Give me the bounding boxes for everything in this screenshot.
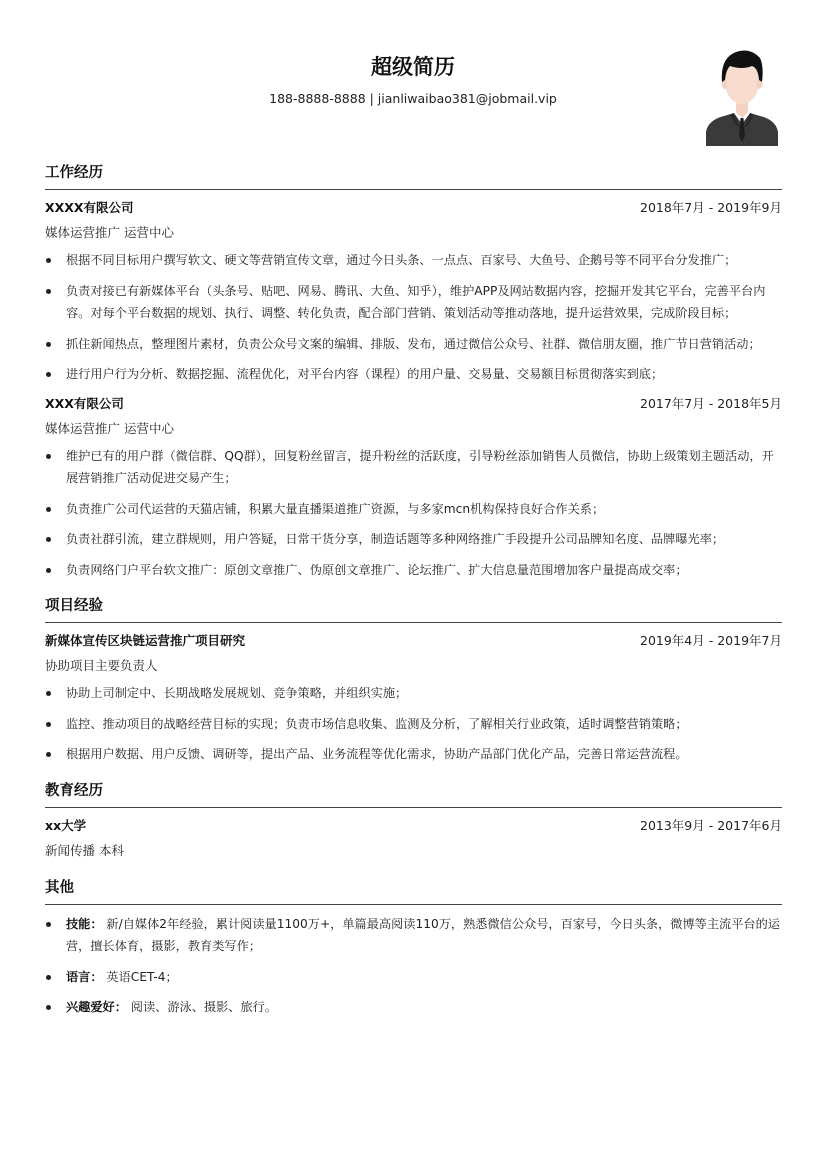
job-role: 媒体运营推广 运营中心 [45,225,174,240]
list-item: 负责推广公司代运营的天猫店铺，积累大量直播渠道推广资源，与多家mcn机构保持良好合作关系； [45,498,782,521]
major-degree: 新闻传播 本科 [45,842,124,858]
other-section-title: 其他 [45,871,782,905]
avatar [702,44,782,146]
bullet-dot-icon [46,342,51,347]
resume-content [45,156,782,1027]
bullet-dot-icon [46,372,51,377]
resume-name: 超级简历 [371,55,455,79]
list-item: 根据用户数据、用户反馈、调研等，提出产品、业务流程等优化需求，协助产品部门优化产品，完善日常运营流程。 [45,743,782,766]
project-section-title: 项目经验 [45,589,782,623]
duty-list [45,682,782,766]
language-label: 语言： [66,969,103,984]
bullet-dot-icon [46,691,51,696]
other-section [45,871,782,1019]
list-item: 协助上司制定中、长期战略发展规划、竞争策略，并组织实施； [45,682,782,705]
bullet-dot-icon [46,537,51,542]
contact-info: 188-8888-8888 | jianliwaibao381@jobmail.vip [269,91,557,106]
skill-label: 技能： [66,916,103,931]
list-item: 技能： 新/自媒体2年经验，累计阅读量1100万+，单篇最高阅读110万，熟悉微信公众号，百家号，今日头条，微博等主流平台的运营，擅长体育，摄影，教育类写作； [45,913,782,958]
company-name: XXX有限公司 [45,395,124,411]
education-entry [45,816,782,861]
list-item: 进行用户行为分析、数据挖掘、流程优化，对平台内容（课程）的用户量、交易量、交易额目标贯彻落实到底； [45,363,782,386]
work-entry [45,394,782,582]
bullet-dot-icon [46,722,51,727]
date-range: 2013年9月 - 2017年6月 [640,817,782,833]
bullet-dot-icon [46,975,51,980]
list-item: 兴趣爱好： 阅读、游泳、摄影、旅行。 [45,996,782,1019]
list-item: 抓住新闻热点，整理图片素材，负责公众号文案的编辑、排版、发布，通过微信公众号、社群、微信朋友圈，推广节日营销活动； [45,333,782,356]
company-name: XXXX有限公司 [45,200,134,215]
work-section-title: 工作经历 [45,156,782,190]
project-section [45,589,782,766]
list-item: 负责对接已有新媒体平台（头条号、贴吧、网易、腾讯、大鱼、知乎），维护APP及网站数据内容，挖掘开发其它平台，完善平台内容。对每个平台数据的规划、执行、调整、转化负责，配合部门营销、策划活动等推动落地，提升运营效果，完成阶段目标； [45,280,782,325]
education-section-title: 教育经历 [45,774,782,808]
list-item: 负责社群引流，建立群规则，用户答疑，日常干货分享，制造话题等多种网络推广手段提升公司品牌知名度、品牌曝光率； [45,528,782,551]
list-item: 维护已有的用户群（微信群、QQ群），回复粉丝留言，提升粉丝的活跃度，引导粉丝添加销售人员微信，协助上级策划主题活动，开展营销推广活动促进交易产生； [45,445,782,490]
resume-header [0,0,826,150]
bullet-dot-icon [46,922,51,927]
bullet-dot-icon [46,258,51,263]
duty-list [45,445,782,582]
education-section [45,774,782,871]
school-name: xx大学 [45,817,87,833]
list-item: 语言： 英语CET-4； [45,966,782,989]
job-role: 媒体运营推广 运营中心 [45,420,174,436]
bullet-dot-icon [46,752,51,757]
bullet-dot-icon [46,1005,51,1010]
bullet-dot-icon [46,507,51,512]
date-range: 2018年7月 - 2019年9月 [640,200,782,215]
list-item: 根据不同目标用户撰写软文、硬文等营销宣传文章，通过今日头条、一点点、百家号、大鱼号、企鹅号等不同平台分发推广； [45,249,782,272]
bullet-dot-icon [46,289,51,294]
project-role: 协助项目主要负责人 [45,658,158,673]
project-name: 新媒体宣传区块链运营推广项目研究 [45,633,246,648]
duty-list [45,249,782,386]
list-item: 负责网络门户平台软文推广：原创文章推广、伪原创文章推广、论坛推广、扩大信息量范围增加客户量提高成交率； [45,559,782,582]
work-entry [45,198,782,386]
other-list [45,913,782,1019]
date-range: 2019年4月 - 2019年7月 [640,633,782,648]
project-entry [45,631,782,766]
work-section [45,156,782,581]
bullet-dot-icon [46,568,51,573]
list-item: 监控、推动项目的战略经营目标的实现；负责市场信息收集、监测及分析，了解相关行业政策，适时调整营销策略； [45,713,782,736]
hobby-label: 兴趣爱好： [66,1000,127,1014]
date-range: 2017年7月 - 2018年5月 [640,395,782,411]
bullet-dot-icon [46,454,51,459]
